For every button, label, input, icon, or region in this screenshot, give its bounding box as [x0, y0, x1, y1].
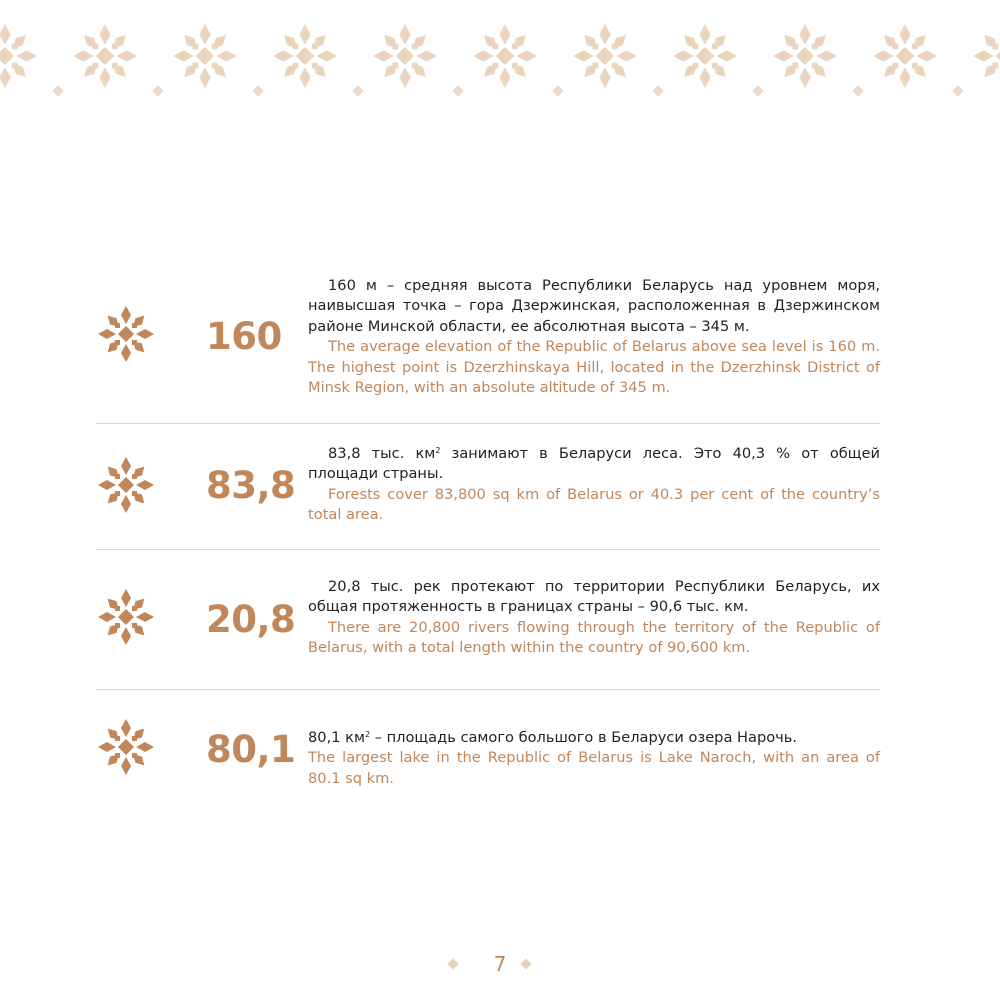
fact-divider	[96, 689, 880, 690]
belarusian-star-ornament-icon	[96, 587, 156, 647]
fact-rivers	[96, 560, 880, 680]
fact-text-ru-value: 80,1 км	[308, 729, 365, 746]
header-dot-ornament	[352, 85, 363, 96]
header-dot-ornament	[552, 85, 563, 96]
header-dot-ornament	[852, 85, 863, 96]
fact-text-en: The average elevation of the Republic of Belarus above sea level is 160 m. The highest point is Dzerzhinskaya Hill, located in the Dzerzhinsk District of Minsk Region, with an absolute altitude of 345 m.	[308, 338, 880, 397]
header-ornament-stars	[0, 14, 1000, 97]
fact-text-en: The largest lake in the Republic of Belarus is Lake Naroch, with an area of 80.1 sq km.	[308, 749, 880, 787]
fact-forests	[96, 430, 880, 540]
diamond-icon	[447, 958, 458, 969]
diamond-icon	[520, 958, 531, 969]
fact-text-ru	[308, 444, 880, 485]
fact-text	[308, 444, 880, 526]
header-star-ornament	[463, 14, 546, 97]
page-number: 7	[493, 952, 507, 976]
fact-text-ru-value: 83,8 тыс. км	[328, 445, 436, 462]
header-star-ornament	[63, 14, 146, 97]
header-dot-ornament	[452, 85, 463, 96]
superscript: 2	[364, 730, 371, 739]
header-dot-ornament	[752, 85, 763, 96]
header-star-ornament	[863, 14, 946, 97]
fact-text	[308, 577, 880, 659]
header-ornament-dots	[52, 85, 963, 96]
fact-number: 83,8	[206, 464, 296, 507]
fact-number: 160	[206, 315, 282, 358]
fact-text-en: There are 20,800 rivers flowing through the territory of the Republic of Belarus, with a total length within the country of 90,600 km.	[308, 618, 880, 657]
fact-text-ru	[308, 728, 880, 748]
header-star-ornament	[0, 14, 47, 97]
fact-text-en: Forests cover 83,800 sq km of Belarus or 40.3 per cent of the country’s total area.	[308, 485, 880, 524]
superscript: 2	[435, 446, 441, 455]
fact-number: 80,1	[206, 728, 296, 771]
header-dot-ornament	[252, 85, 263, 96]
header-star-ornament	[663, 14, 746, 97]
header-dot-ornament	[652, 85, 663, 96]
header-dot-ornament	[52, 85, 63, 96]
header-star-ornament	[763, 14, 846, 97]
fact-text-ru: 160 м – средняя высота Республики Беларусь над уровнем моря, наивысшая точка – гора Дзержинская, расположенная в Дзержинском районе Минской области, ее абсолютная высота – 345 м.	[308, 277, 880, 335]
belarusian-star-ornament-icon	[96, 717, 156, 777]
fact-text-ru-rest: – площадь самого большого в Беларуси озера Нарочь.	[370, 729, 798, 746]
fact-text-ru-rest: занимают в Беларуси леса. Это 40,3 % от общей площади страны.	[308, 445, 880, 483]
fact-divider	[96, 549, 880, 550]
fact-elevation	[96, 270, 880, 410]
header-ornament-band	[0, 0, 1000, 110]
fact-lake	[96, 700, 880, 810]
fact-text	[308, 276, 880, 398]
belarusian-star-ornament-icon	[96, 304, 156, 364]
fact-text	[308, 728, 880, 789]
header-dot-ornament	[152, 85, 163, 96]
fact-number: 20,8	[206, 598, 296, 641]
page-footer	[440, 950, 560, 980]
fact-divider	[96, 423, 880, 424]
belarusian-star-ornament-icon	[96, 455, 156, 515]
header-star-ornament	[163, 14, 246, 97]
header-star-ornament	[563, 14, 646, 97]
header-dot-ornament	[952, 85, 963, 96]
fact-text-ru: 20,8 тыс. рек протекают по территории Республики Беларусь, их общая протяженность в границах страны – 90,6 тыс. км.	[308, 578, 880, 616]
header-star-ornament	[963, 14, 1000, 97]
header-star-ornament	[263, 14, 346, 97]
header-star-ornament	[363, 14, 446, 97]
